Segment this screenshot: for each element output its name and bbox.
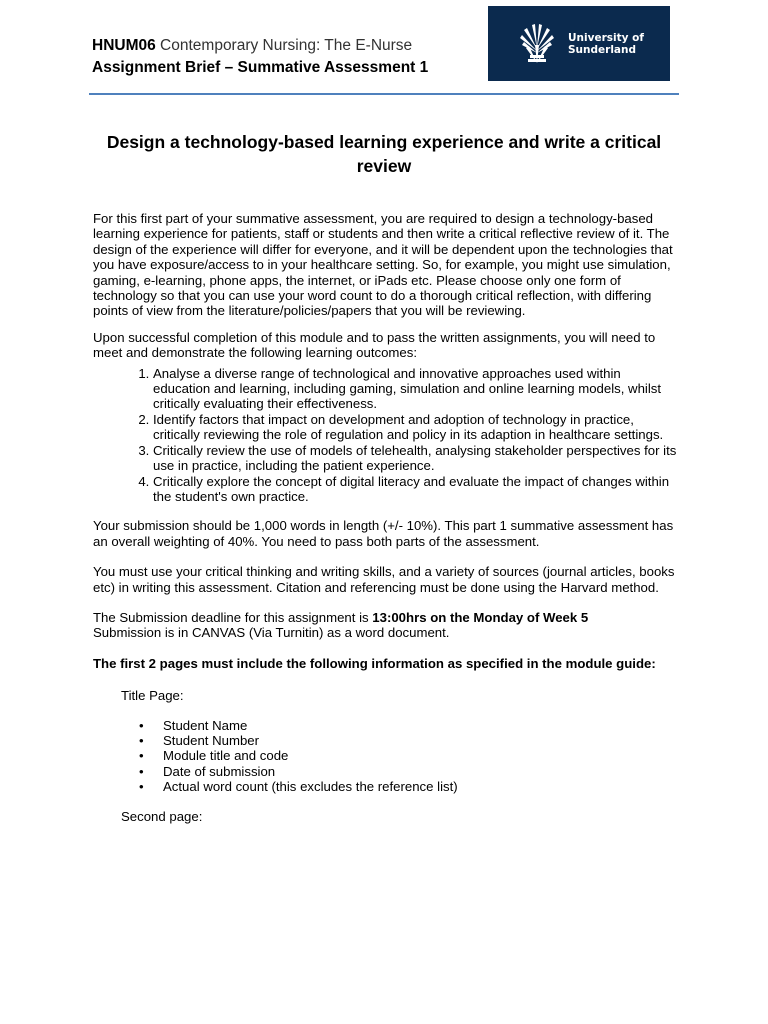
learning-outcome-item: 2. Identify factors that impact on development and adoption of technology in practice, critically reviewing the role of regulation and policy in its adaption in healthcare settings. — [153, 412, 677, 443]
deadline-time: 13:00hrs on the Monday of Week 5 — [372, 609, 589, 625]
deadline-paragraph — [93, 610, 677, 641]
learning-outcome-item: 1. Analyse a diverse range of technological and innovative approaches used within education and learning, including gaming, simulation and online learning models, whilst critically evaluating their effectiveness. — [153, 366, 677, 412]
title-page-item — [139, 732, 677, 748]
title-page-item-text: Date of submission — [163, 763, 276, 779]
intro-paragraph: For this first part of your summative assessment, you are required to design a technology-based learning experience for patients, staff or students and then write a critical reflective review of it. The design of the experience will differ for everyone, and it will be dependent upon the technologies that you have exposure/access to in your healthcare setting. So, for example, you might use simulation, gaming, e-learning, phone apps, the internet, or iPads etc. Please choose only one form of technology so that you can use your word count to do a thorough critical reflection, with differing points of view from the literature/policies/papers that you will be reviewing. — [93, 211, 673, 319]
critical-thinking-paragraph: You must use your critical thinking and writing skills, and a variety of sources (journal articles, books etc) in writing this assessment. Citation and referencing must be done using the Harvard method. — [93, 564, 675, 595]
university-logo — [488, 6, 670, 81]
logo-line-2: Sunderland — [568, 43, 637, 56]
bullet-icon: • — [139, 732, 144, 748]
title-page-item — [139, 779, 677, 795]
bullet-icon: • — [139, 763, 144, 779]
submission-length-paragraph: Your submission should be 1,000 words in length (+/- 10%). This part 1 summative assessment has an overall weighting of 40%. You need to pass both parts of the assessment. — [93, 518, 674, 549]
learning-outcome-item: 4. Critically explore the concept of digital literacy and evaluate the impact of changes within the student's own practice. — [153, 474, 677, 505]
title-page-item-text: Module title and code — [163, 748, 289, 764]
title-page-items-list — [93, 718, 677, 795]
page-title: Design a technology-based learning experience and write a critical review — [106, 132, 662, 176]
title-page-item — [139, 748, 677, 764]
title-page-item — [139, 763, 677, 779]
second-page-label: Second page: — [121, 808, 203, 824]
document-body — [93, 211, 677, 824]
sunburst-logo-icon — [516, 23, 558, 65]
bullet-icon: • — [139, 748, 144, 764]
title-page-item-text: Actual word count (this excludes the reference list) — [163, 779, 458, 795]
learning-outcomes-list — [93, 366, 677, 505]
bullet-icon: • — [139, 779, 144, 795]
header-divider — [89, 93, 679, 95]
module-code: HNUM06 — [92, 37, 156, 54]
title-page-label: Title Page: — [121, 688, 184, 704]
learning-outcome-item: 3. Critically review the use of models of telehealth, analysing stakeholder perspectives for its use in practice, including the patient experience. — [153, 443, 677, 474]
brief-title: Assignment Brief – Summative Assessment 1 — [92, 59, 429, 76]
bullet-icon: • — [139, 717, 144, 733]
title-page-item-text: Student Name — [163, 717, 248, 733]
header-text — [92, 36, 428, 78]
module-name: Contemporary Nursing: The E-Nurse — [160, 37, 413, 54]
outcomes-intro-paragraph: Upon successful completion of this module and to pass the written assignments, you will need to meet and demonstrate the following learning outcomes: — [93, 329, 656, 361]
first-pages-requirement: The first 2 pages must include the following information as specified in the module guide: — [93, 655, 656, 671]
deadline-submission-method: Submission is in CANVAS (Via Turnitin) as a word document. — [93, 625, 450, 641]
module-heading — [92, 36, 428, 56]
logo-line-1: University of — [568, 31, 644, 44]
title-page-item-text: Student Number — [163, 732, 260, 748]
deadline-prefix: The Submission deadline for this assignment is — [93, 609, 373, 625]
logo-wordmark — [568, 32, 644, 56]
title-page-item — [139, 717, 677, 733]
